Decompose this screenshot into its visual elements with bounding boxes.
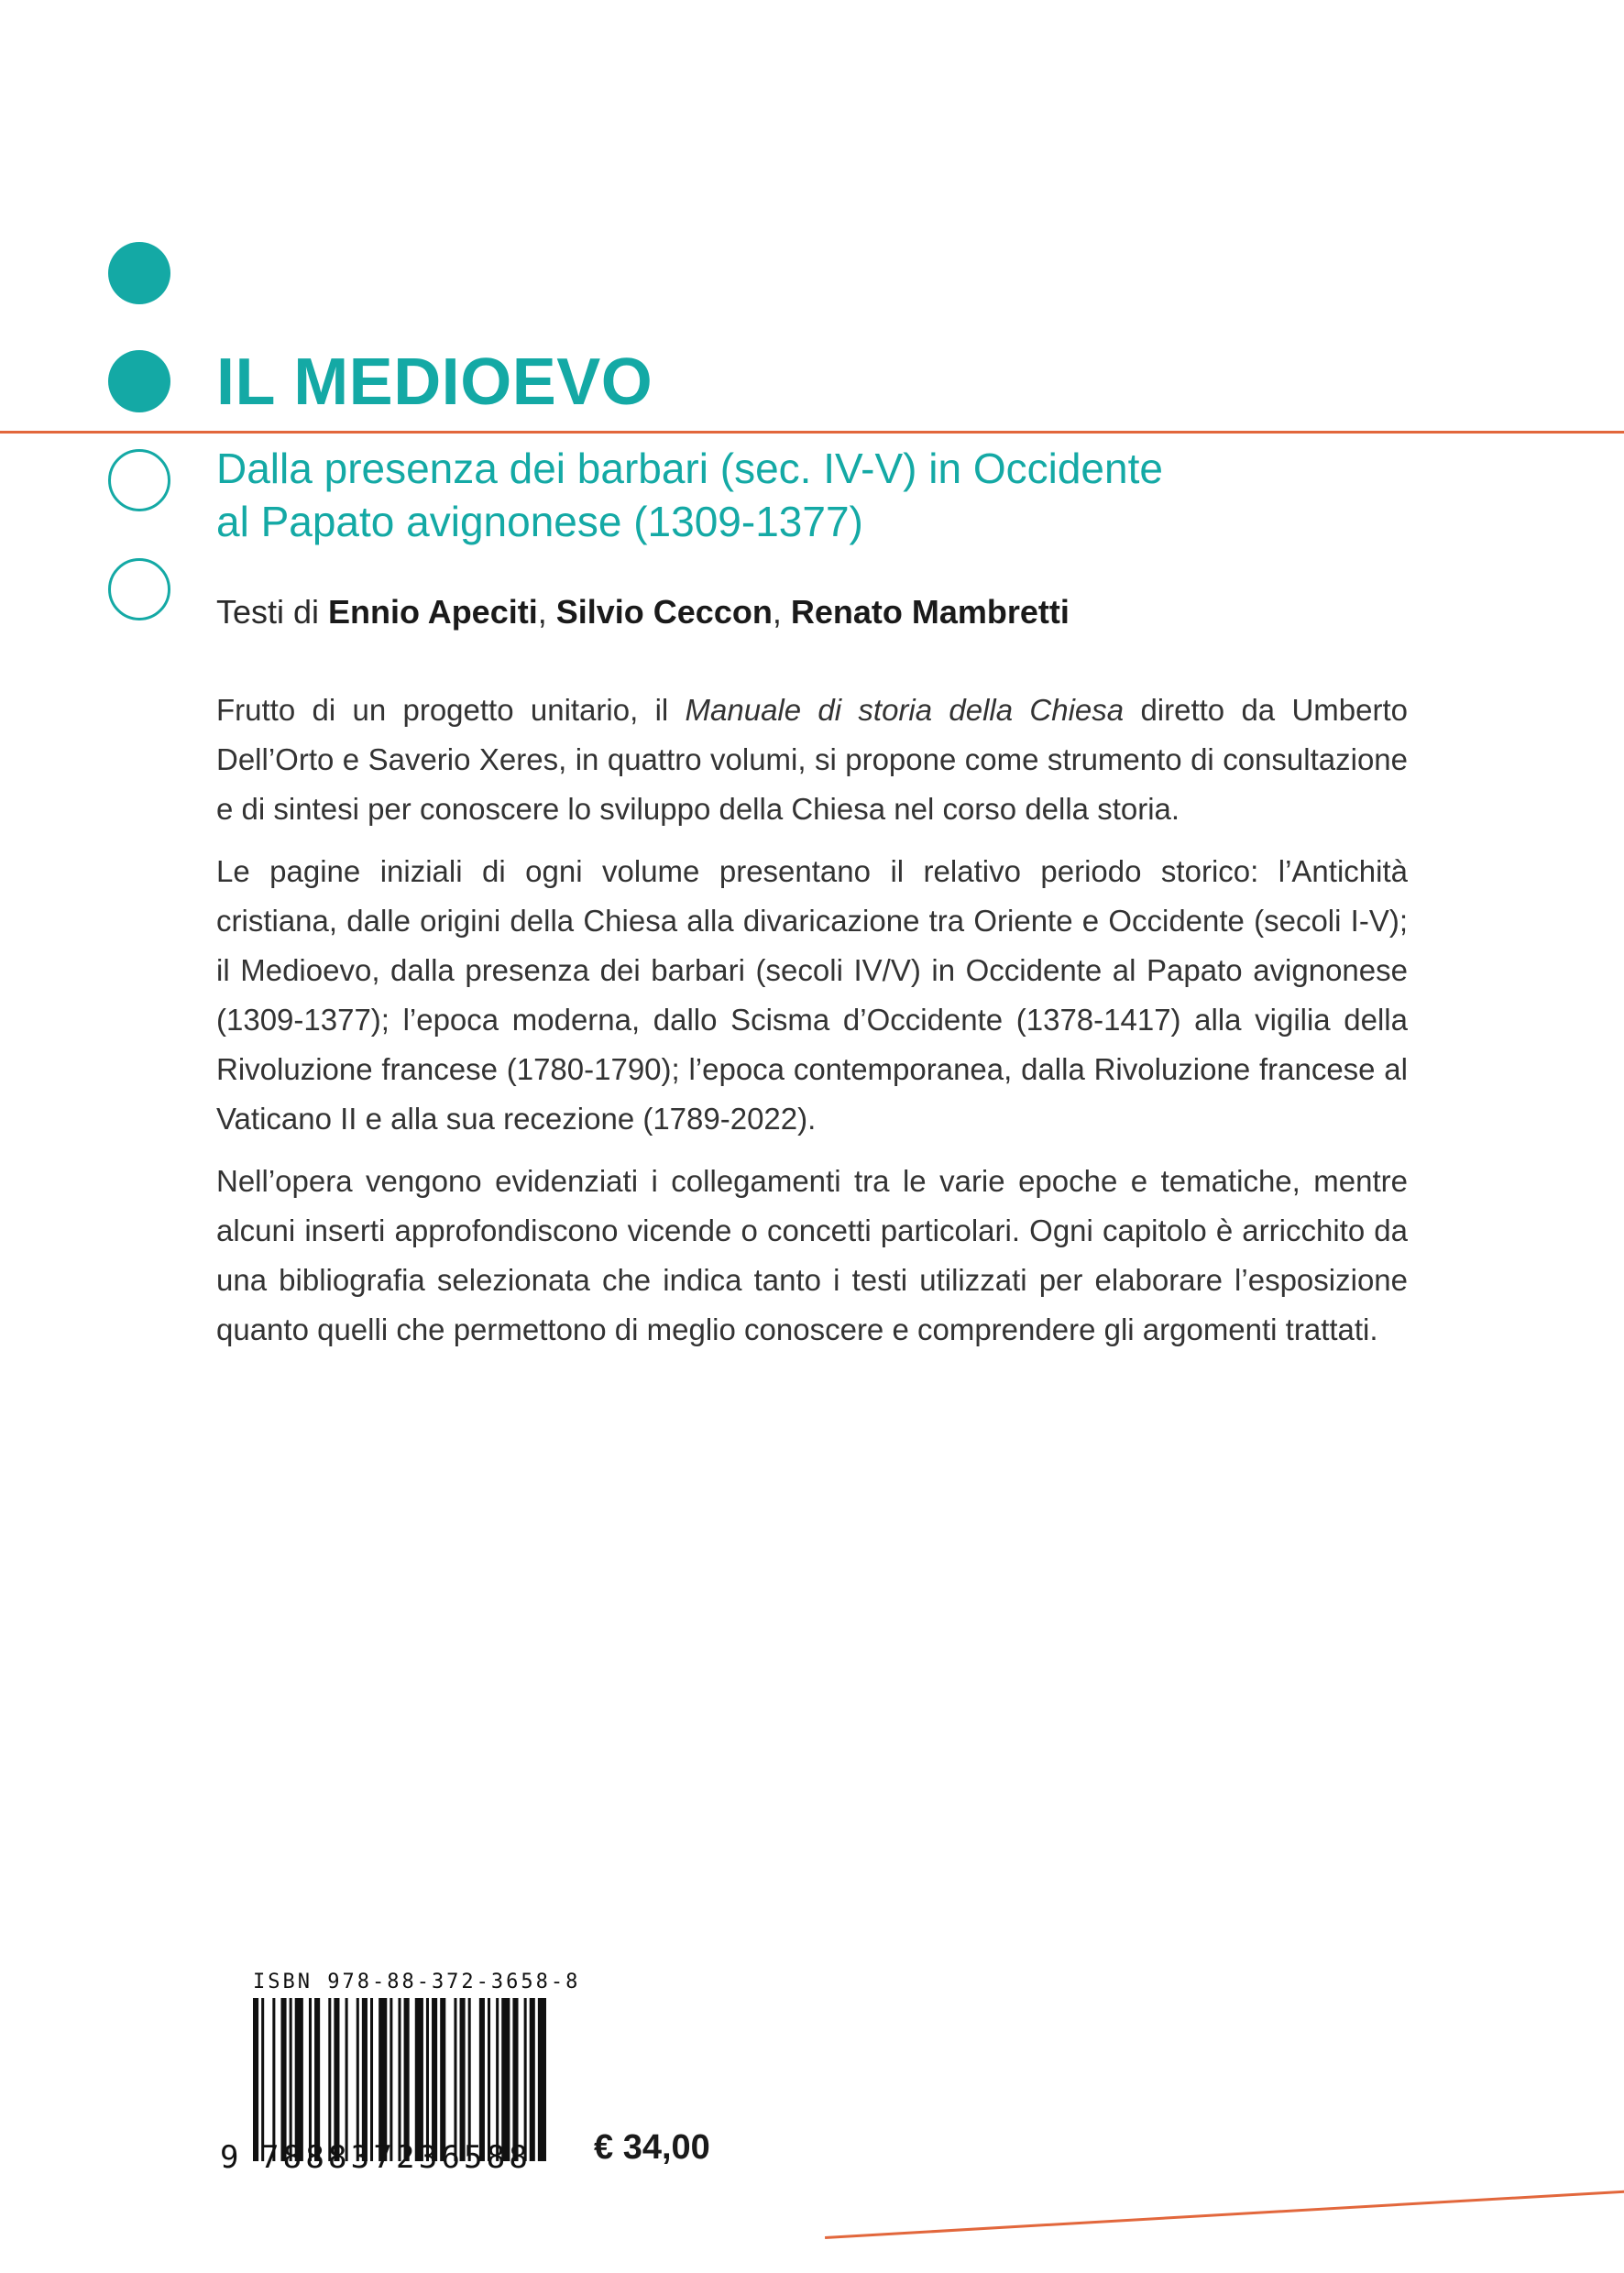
barcode-bar-4 (290, 1998, 292, 2161)
barcode-bar-10 (346, 1998, 348, 2161)
barcode-bar-2 (272, 1998, 275, 2161)
barcode-bar-24 (468, 1998, 471, 2161)
barcode-bar-28 (501, 1998, 510, 2161)
barcode-bar-0 (253, 1998, 258, 2161)
barcode-bar-5 (295, 1998, 303, 2161)
blurb-paragraph-1 (216, 686, 1408, 834)
barcode-bar-14 (379, 1998, 387, 2161)
decorative-dot-outline-1 (108, 449, 170, 511)
barcode-bar-29 (512, 1998, 518, 2161)
subtitle-line-2: al Papato avignonese (1309-1377) (216, 498, 863, 545)
barcode-bar-30 (524, 1998, 527, 2161)
author-3: Renato Mambretti (790, 593, 1070, 631)
barcode-bar-26 (488, 1998, 490, 2161)
barcode-bar-3 (280, 1998, 286, 2161)
barcode-bar-7 (314, 1998, 320, 2161)
authors-prefix: Testi di (216, 593, 329, 631)
blurb-p1-title-italic: Manuale di storia della Chiesa (685, 693, 1125, 727)
barcode-bar-1 (261, 1998, 264, 2161)
barcode-first-digit: 9 (220, 2139, 239, 2176)
book-title: IL MEDIOEVO (216, 346, 653, 419)
isbn-barcode (220, 1971, 581, 2181)
blurb-p1-start: Frutto di un progetto unitario, il (216, 693, 686, 727)
barcode-bar-22 (454, 1998, 456, 2161)
barcode-bar-19 (426, 1998, 429, 2161)
barcode-bar-9 (334, 1998, 339, 2161)
top-divider-rule (0, 431, 1624, 434)
blurb-paragraph-2: Le pagine iniziali di ogni volume presentano il relativo periodo storico: l’Antichità cristiana, dalle origini della Chiesa alla divaricazione tra Oriente e Occidente (secoli I-V); il Medioevo, dalla presenza dei barbari (secoli IV/V) in Occidente al Papato avignonese (1309-1377); l’epoca moderna, dallo Scisma d’Occidente (1378-1417) alla vigilia della Rivoluzione francese (1780-1790); l’epoca contemporanea, dalla Rivoluzione francese al Vaticano II e alla sua recezione (1789-2022). (216, 854, 1408, 1136)
barcode-digit-groups: 788837236588 (260, 2139, 532, 2176)
book-subtitle (216, 442, 1163, 548)
price-label: € 34,00 (594, 2128, 710, 2167)
barcode-bars (253, 1998, 546, 2161)
barcode-bar-11 (357, 1998, 359, 2161)
barcode-bar-16 (398, 1998, 401, 2161)
decorative-dot-outline-2 (108, 558, 170, 620)
authors-separator-1: , (537, 593, 556, 631)
isbn-label: ISBN 978-88-372-3658-8 (253, 1971, 581, 1993)
barcode-bar-6 (309, 1998, 312, 2161)
decorative-dot-filled-1 (108, 242, 170, 304)
barcode-bar-12 (362, 1998, 368, 2161)
barcode-bar-17 (404, 1998, 410, 2161)
author-2: Silvio Ceccon (555, 593, 773, 631)
barcode-bar-15 (390, 1998, 392, 2161)
subtitle-line-1: Dalla presenza dei barbari (sec. IV-V) in Occidente (216, 445, 1163, 492)
barcode-bar-25 (479, 1998, 485, 2161)
author-1: Ennio Apeciti (328, 593, 538, 631)
barcode-bar-8 (328, 1998, 331, 2161)
barcode-bar-31 (530, 1998, 535, 2161)
barcode-bar-23 (460, 1998, 466, 2161)
decorative-dot-filled-2 (108, 350, 170, 412)
barcode-bar-13 (370, 1998, 373, 2161)
barcode-bar-27 (496, 1998, 499, 2161)
bottom-diagonal-rule (825, 2189, 1624, 2239)
blurb-text (216, 686, 1408, 1367)
blurb-p1-end: diretto da Umberto Dell’Orto e Saverio Xeres, in quattro volumi, si propone come strumento di consultazione e di sintesi per conoscere lo sviluppo della Chiesa nel corso della storia. (216, 693, 1408, 826)
barcode-bar-20 (432, 1998, 437, 2161)
authors-line (216, 587, 1070, 638)
barcode-bar-32 (538, 1998, 546, 2161)
blurb-paragraph-3: Nell’opera vengono evidenziati i collegamenti tra le varie epoche e tematiche, mentre alcuni inserti approfondiscono vicende o concetti particolari. Ogni capitolo è arricchito da una bibliografia selezionata che indica tanto i testi utilizzati per elaborare l’esposizione quanto quelli che permettono di meglio conoscere e comprendere gli argomenti trattati. (216, 1164, 1408, 1346)
barcode-bar-18 (415, 1998, 423, 2161)
barcode-bar-21 (440, 1998, 445, 2161)
authors-separator-2: , (772, 593, 791, 631)
